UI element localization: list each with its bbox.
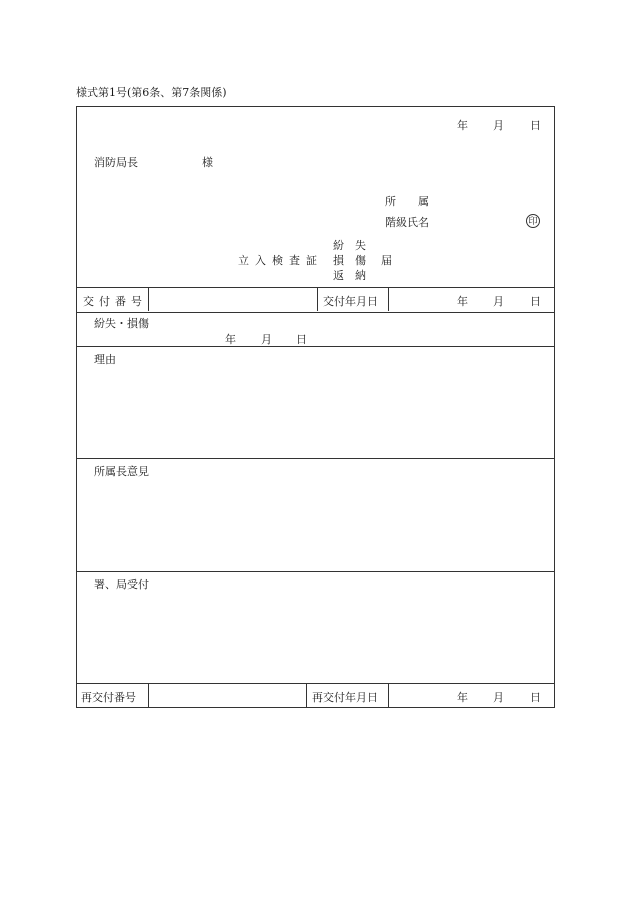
issue-date-month: 月 (493, 295, 504, 308)
honorific: 様 (202, 156, 213, 169)
doc-title-suffix: 届 (381, 254, 392, 267)
doc-title-subject: 立入検査証 (238, 254, 323, 267)
loss-date-month: 月 (261, 333, 272, 346)
form-title: 様式第1号(第6条、第7条関係) (76, 86, 227, 99)
reissue-date-year: 年 (457, 691, 468, 704)
divider (77, 312, 554, 313)
loss-date-day: 日 (296, 333, 307, 346)
doc-title-option-lost: 紛失 (333, 239, 377, 252)
header-date-month: 月 (493, 119, 504, 132)
divider (148, 683, 149, 708)
doc-title-option-damaged: 損傷 (333, 254, 377, 267)
divider (388, 287, 389, 311)
reception-label: 署、局受付 (94, 578, 149, 591)
issue-number-label: 交付番号 (83, 295, 147, 308)
reissue-date-month: 月 (493, 691, 504, 704)
divider (77, 346, 554, 347)
issue-date-label: 交付年月日 (323, 295, 378, 308)
reason-label: 理由 (94, 353, 116, 366)
divider (148, 287, 149, 311)
divider (388, 683, 389, 708)
affiliation-label: 所 属 (385, 195, 429, 208)
manager-opinion-label: 所属長意見 (94, 465, 149, 478)
reissue-date-label: 再交付年月日 (312, 691, 378, 704)
notification-form (76, 106, 555, 708)
loss-damage-label: 紛失・損傷 (94, 317, 149, 330)
doc-title-option-returned: 返納 (333, 269, 377, 282)
rank-name-label: 階級氏名 (385, 216, 429, 229)
issue-date-day: 日 (530, 295, 541, 308)
issue-date-year: 年 (457, 295, 468, 308)
divider (317, 287, 318, 311)
header-date-year: 年 (457, 119, 468, 132)
header-date-day: 日 (530, 119, 541, 132)
divider (77, 458, 554, 459)
loss-date-year: 年 (225, 333, 236, 346)
reissue-number-label: 再交付番号 (81, 691, 136, 704)
divider (77, 571, 554, 572)
seal-mark: 印 (526, 214, 540, 228)
divider (306, 683, 307, 708)
reissue-date-day: 日 (530, 691, 541, 704)
addressee: 消防局長 (94, 156, 138, 169)
